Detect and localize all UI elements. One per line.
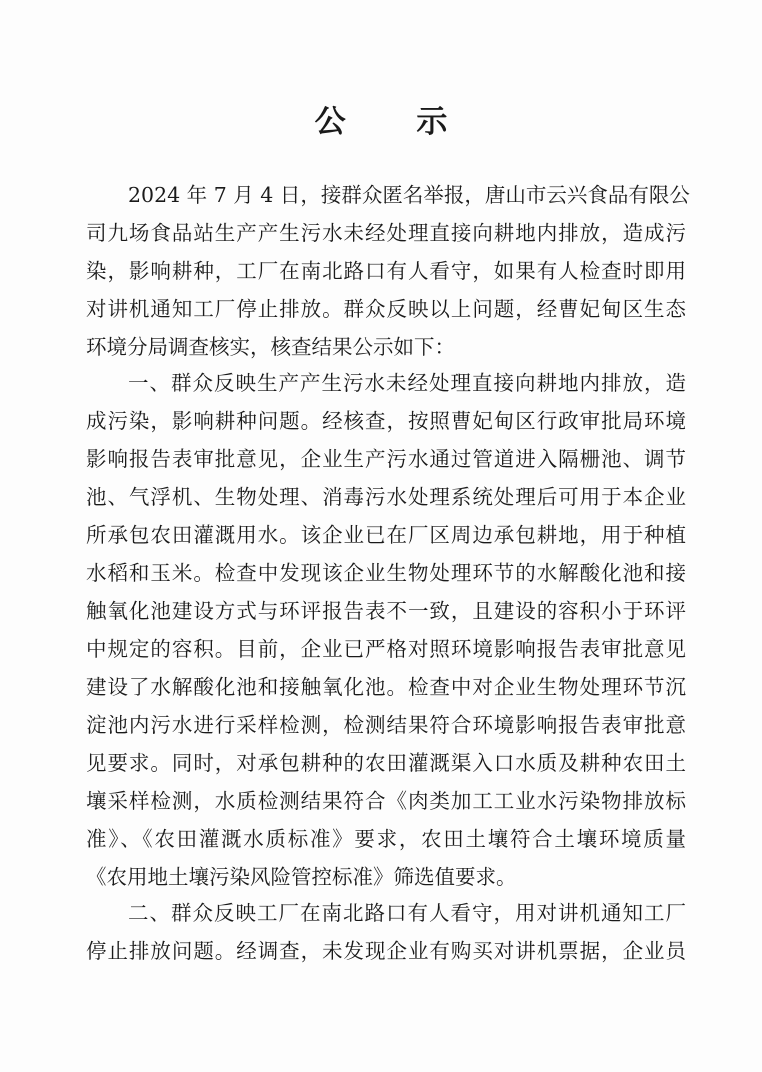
- text-line: 壤采样检测，水质检测结果符合《肉类加工工业水污染物排放标: [86, 789, 686, 813]
- text-line: 准》、《农田灌溉水质标准》要求，农田土壤符合土壤环境质量: [86, 827, 686, 851]
- text-line: 司九场食品站生产产生污水未经处理直接向耕地内排放，造成污: [86, 221, 686, 245]
- text-line: 一、群众反映生产产生污水未经处理直接向耕地内排放，造: [128, 371, 686, 395]
- text-line: 淀池内污水进行采样检测，检测结果符合环境影响报告表审批意: [86, 713, 686, 737]
- text-line: 池、气浮机、生物处理、消毒污水处理系统处理后可用于本企业: [86, 485, 686, 509]
- text-line: 影响报告表审批意见，企业生产污水通过管道进入隔栅池、调节: [86, 447, 686, 471]
- text-line: 成污染，影响耕种问题。经核查，按照曹妃甸区行政审批局环境: [86, 409, 686, 433]
- text-line: 触氧化池建设方式与环评报告表不一致，且建设的容积小于环评: [86, 599, 686, 623]
- text-line: 见要求。同时，对承包耕种的农田灌溉渠入口水质及耕种农田土: [86, 751, 686, 775]
- text-line: 水稻和玉米。检查中发现该企业生物处理环节的水解酸化池和接: [86, 561, 686, 585]
- text-line: 建设了水解酸化池和接触氧化池。检查中对企业生物处理环节沉: [86, 675, 686, 699]
- text-line: 停止排放问题。经调查，未发现企业有购买对讲机票据，企业员: [86, 939, 686, 963]
- text-line: 所承包农田灌溉用水。该企业已在厂区周边承包耕地，用于种植: [86, 523, 686, 547]
- text-line: 环境分局调查核实，核查结果公示如下：: [86, 335, 455, 359]
- text-line: 染，影响耕种，工厂在南北路口有人看守，如果有人检查时即用: [86, 259, 686, 283]
- text-line: 中规定的容积。目前，企业已严格对照环境影响报告表审批意见: [86, 637, 686, 661]
- text-line: 对讲机通知工厂停止排放。群众反映以上问题，经曹妃甸区生态: [86, 297, 686, 321]
- text-line: 二、群众反映工厂在南北路口有人看守，用对讲机通知工厂: [128, 901, 686, 925]
- text-line: 2024 年 7 月 4 日，接群众匿名举报，唐山市云兴食品有限公: [128, 183, 690, 207]
- text-line: 《农用地土壤污染风险管控标准》筛选值要求。: [86, 865, 517, 889]
- page-title: 公 示: [314, 104, 478, 140]
